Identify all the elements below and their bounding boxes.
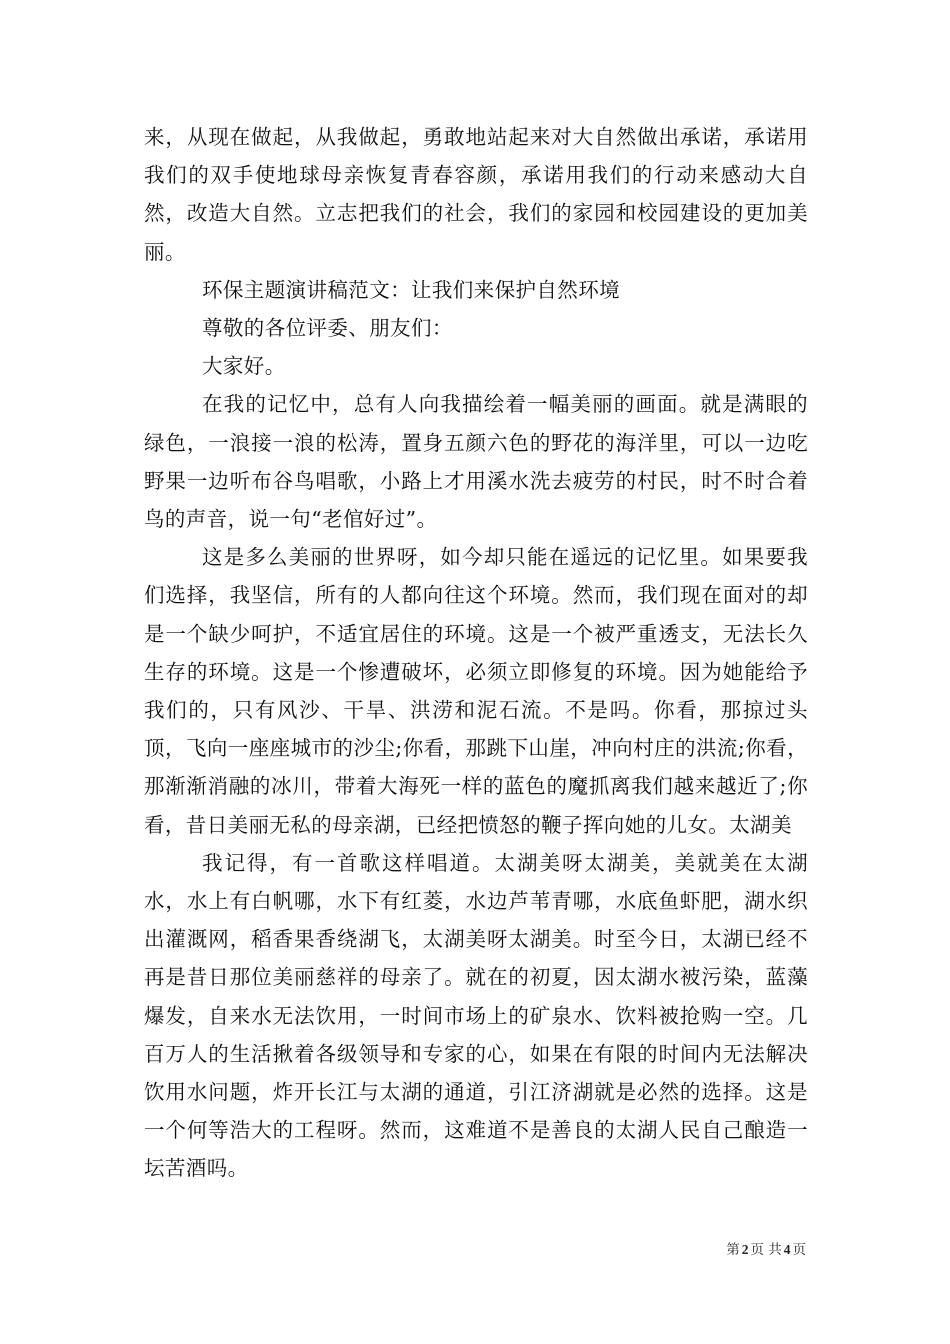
salutation: 尊敬的各位评委、朋友们： [202, 316, 453, 341]
footer-middle: 页 共 [750, 1242, 782, 1258]
footer-suffix: 页 [792, 1242, 806, 1258]
page-footer [726, 1241, 806, 1259]
paragraph-memory: 在我的记忆中，总有人向我描绘着一幅美丽的画面。就是满眼的绿色，一浪接一浪的松涛，置身五颜六色的野花的海洋里，可以一边吃野果一边听布谷鸟唱歌，小路上才用溪水洗去疲劳的村民，时不时合着鸟的声音，说一句“老倌好过”。 [144, 392, 808, 532]
paragraph-taihu: 我记得，有一首歌这样唱道。太湖美呀太湖美，美就美在太湖水，水上有白帆哪，水下有红菱，水边芦苇青哪，水底鱼虾肥，湖水织出灌溉网，稻香果香绕湖飞，太湖美呀太湖美。时至今日，太湖已经不再是昔日那位美丽慈祥的母亲了。就在的初夏，因太湖水被污染，蓝藻爆发，自来水无法饮用，一时间市场上的矿泉水、饮料被抢购一空。几百万人的生活揪着各级领导和专家的心，如果在有限的时间内无法解决饮用水问题，炸开长江与太湖的通道，引江济湖就是必然的选择。这是一个何等浩大的工程呀。然而，这难道不是善良的太湖人民自己酿造一坛苦酒吗。 [144, 850, 808, 1181]
current-page-number: 2 [741, 1242, 749, 1257]
total-page-number: 4 [783, 1242, 791, 1257]
speech-title: 环保主题演讲稿范文：让我们来保护自然环境 [202, 277, 620, 302]
footer-prefix: 第 [726, 1242, 740, 1258]
paragraph-environment: 这是多么美丽的世界呀，如今却只能在遥远的记忆里。如果要我们选择，我坚信，所有的人都向往这个环境。然而，我们现在面对的却是一个缺少呵护，不适宜居住的环境。这是一个被严重透支，无法长久生存的环境。这是一个惨遭破坏，必须立即修复的环境。因为她能给予我们的，只有风沙、干旱、洪涝和泥石流。不是吗。你看，那掠过头顶，飞向一座座城市的沙尘;你看，那跳下山崖，冲向村庄的洪流;你看，那渐渐消融的冰川，带着大海死一样的蓝色的魔抓离我们越来越近了;你看，昔日美丽无私的母亲湖，已经把愤怒的鞭子挥向她的儿女。太湖美 [144, 545, 808, 837]
paragraph-continuation: 来，从现在做起，从我做起，勇敢地站起来对大自然做出承诺，承诺用我们的双手使地球母亲恢复青春容颜，承诺用我们的行动来感动大自然，改造大自然。立志把我们的社会，我们的家园和校园建设的更加美丽。 [144, 125, 808, 264]
greeting: 大家好。 [202, 354, 286, 379]
document-body [144, 118, 808, 1188]
